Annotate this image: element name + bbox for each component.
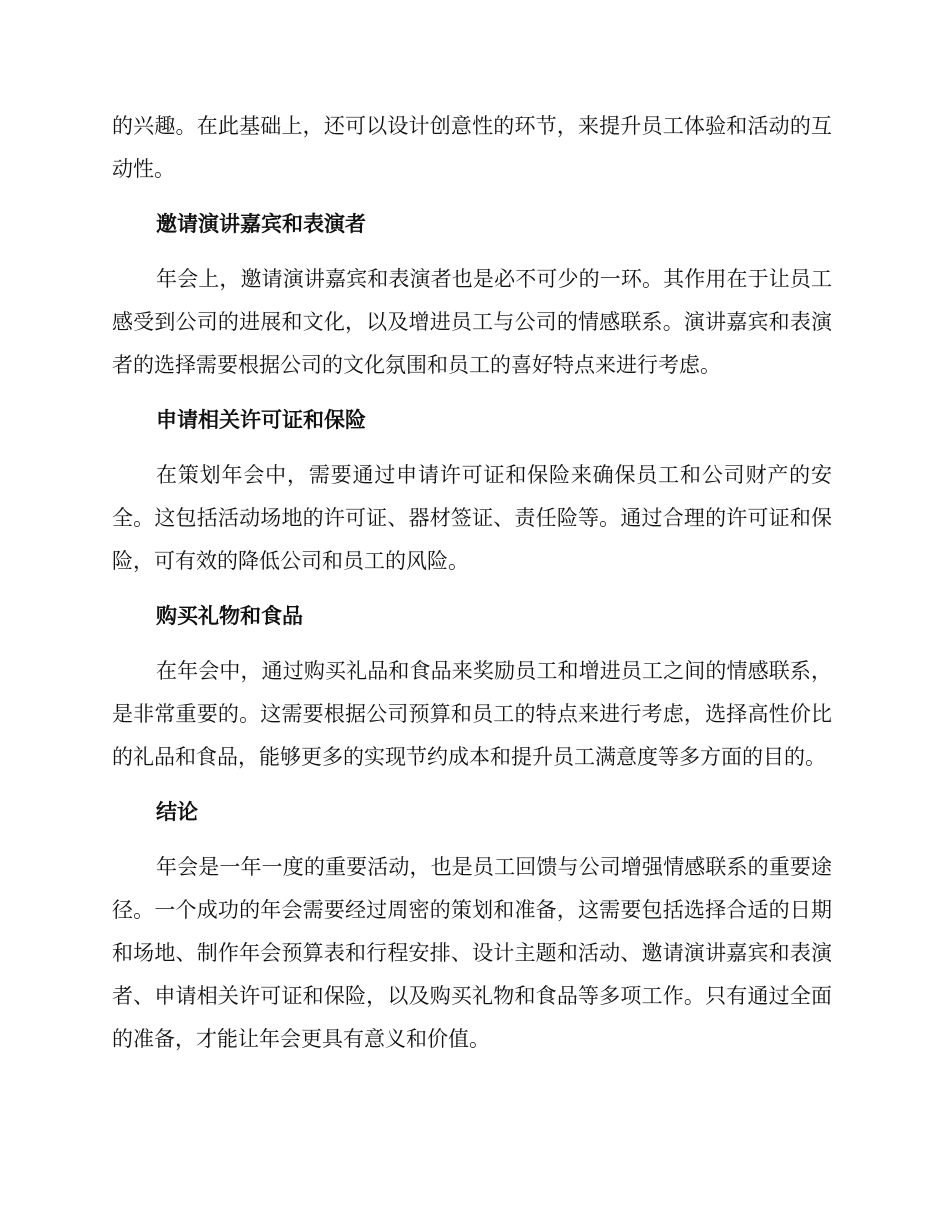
paragraph-gifts-food: 在年会中，通过购买礼品和食品来奖励员工和增进员工之间的情感联系，是非常重要的。这需要根据公司预算和员工的特点来进行考虑，选择高性价比的礼品和食品，能够更多的实现节约成本和提升员工满意度等多方面的目的。 [112, 659, 832, 769]
section-heading-gifts-food: 购买礼物和食品 [156, 604, 303, 628]
paragraph-invite-speakers: 年会上，邀请演讲嘉宾和表演者也是必不可少的一环。其作用在于让员工感受到公司的进展和文化，以及增进员工与公司的情感联系。演讲嘉宾和表演者的选择需要根据公司的文化氛围和员工的喜好特点来进行考虑。 [112, 267, 832, 377]
document-body [112, 105, 832, 1073]
section-heading-invite-speakers: 邀请演讲嘉宾和表演者 [156, 212, 366, 236]
paragraph-permits-insurance: 在策划年会中，需要通过申请许可证和保险来确保员工和公司财产的安全。这包括活动场地的许可证、器材签证、责任险等。通过合理的许可证和保险，可有效的降低公司和员工的风险。 [112, 463, 832, 573]
section-heading-conclusion: 结论 [156, 800, 198, 824]
paragraph-continued: 的兴趣。在此基础上，还可以设计创意性的环节，来提升员工体验和活动的互动性。 [112, 114, 832, 181]
section-heading-permits-insurance: 申请相关许可证和保险 [156, 408, 366, 432]
paragraph-conclusion: 年会是一年一度的重要活动，也是员工回馈与公司增强情感联系的重要途径。一个成功的年会需要经过周密的策划和准备，这需要包括选择合适的日期和场地、制作年会预算表和行程安排、设计主题和活动、邀请演讲嘉宾和表演者、申请相关许可证和保险，以及购买礼物和食品等多项工作。只有通过全面的准备，才能让年会更具有意义和价值。 [112, 855, 832, 1051]
